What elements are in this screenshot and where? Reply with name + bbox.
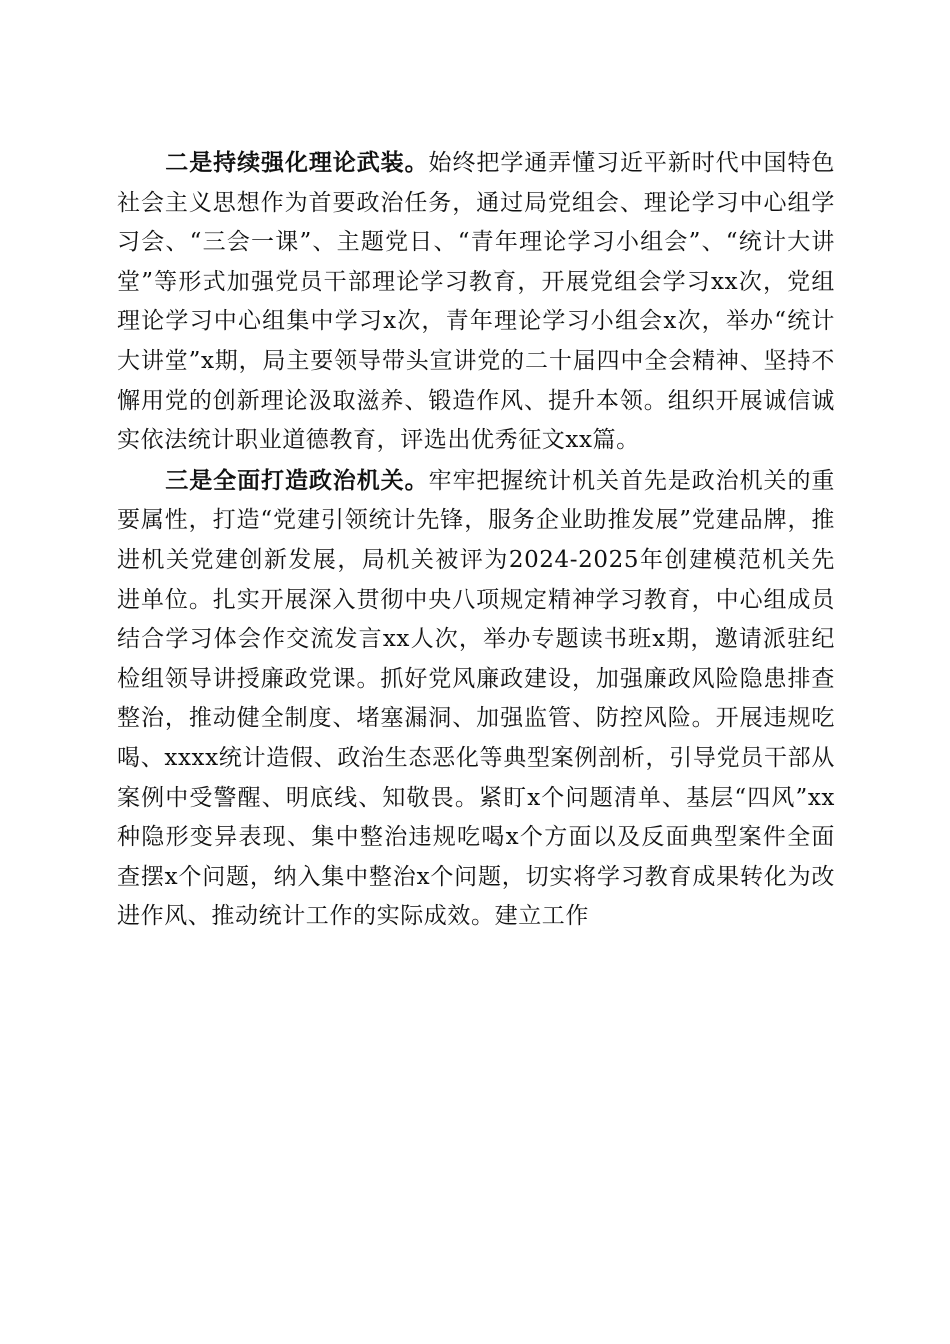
paragraph-text: 牢牢把握统计机关首先是政治机关的重要属性，打造“党建引领统计先锋，服务企业助推发展”党建品牌，推进机关党建创新发展，局机关被评为2024-2025年创建模范机关先进单位。扎实开展深入贯彻中央八项规定精神学习教育，中心组成员结合学习体会作交流发言xx人次，举办专题读书班x期，邀请派驻纪检组领导讲授廉政党课。抓好党风廉政建设，加强廉政风险隐患排查整治，推动健全制度、堵塞漏洞、加强监管、防控风险。开展违规吃喝、xxxx统计造假、政治生态恶化等典型案例剖析，引导党员干部从案例中受警醒、明底线、知敬畏。紧盯x个问题清单、基层“四风”xx种隐形变异表现、集中整治违规吃喝x个方面以及反面典型案件全面查摆x个问题，纳入集中整治x个问题，切实将学习教育成果转化为改进作风、推动统计工作的实际成效。建立工作 [117,467,835,930]
paragraph-heading: 三是全面打造政治机关。 [165,466,429,494]
paragraph-political-organ [117,461,835,937]
paragraph-heading: 二是持续强化理论武装。 [165,149,429,176]
paragraph-text: 始终把学通弄懂习近平新时代中国特色社会主义思想作为首要政治任务，通过局党组会、理论学习中心组学习会、“三会一课”、主题党日、“青年理论学习小组会”、“统计大讲堂”等形式加强党员干部理论学习教育，开展党组会学习xx次，党组理论学习中心组集中学习x次，青年理论学习小组会x次，举办“统计大讲堂”x期，局主要领导带头宣讲党的二十届四中全会精神、坚持不懈用党的创新理论汲取滋养、锻造作风、提升本领。组织开展诚信诚实依法统计职业道德教育，评选出优秀征文xx篇。 [117,150,835,454]
document-body [117,143,835,937]
paragraph-theory-study [117,143,835,461]
